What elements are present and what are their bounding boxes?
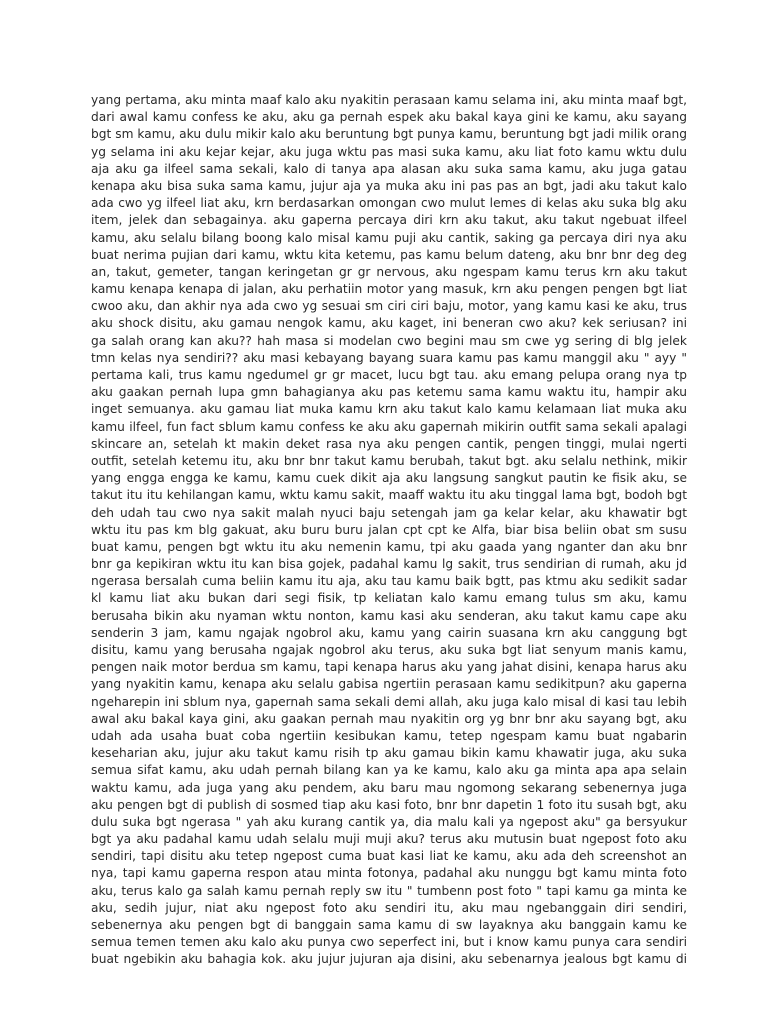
text-line: kamu ilfeel, fun fact sblum kamu confess ke aku aku gapernah mikirin outfit sama sekali apalagi	[91, 419, 687, 434]
text-line: bnr ga kepikiran wktu itu kan bisa gojek, padahal kamu lg sakit, trus sendirian di rumah, aku jd	[91, 557, 687, 572]
text-line: kenapa aku bisa suka sama kamu, jujur aja ya muka aku ini pas pas an bgt, jadi aku takut kalo	[91, 178, 687, 193]
text-line: tmn kelas nya sendiri?? aku masi kebayang bayang suara kamu pas kamu manggil aku " ayy "	[91, 350, 687, 365]
text-line: waktu kamu, ada juga yang aku pendem, aku baru mau ngomong sekarang sebenernya juga	[91, 780, 687, 795]
text-line: yang nyakitin kamu, kenapa aku selalu gabisa ngertiin perasaan kamu sedikitpun? aku gaperna	[91, 677, 687, 692]
text-line: semua temen temen aku kalo aku punya cwo seperfect ini, but i know kamu punya cara sendiri	[91, 935, 687, 950]
text-line: kamu kenapa kenapa di jalan, aku perhatiin motor yang masuk, krn aku pengen pengen bgt liat	[91, 282, 687, 297]
text-line: buat kamu, pengen bgt wktu itu aku nemenin kamu, tpi aku gaada yang nganter dan aku bnr	[91, 539, 687, 554]
text-line: bgt sm kamu, aku dulu mikir kalo aku beruntung bgt punya kamu, beruntung bgt jadi milik orang	[91, 127, 687, 142]
text-line: aku shock disitu, aku gamau nengok kamu, aku kaget, ini beneran cwo aku? kek seriusan? ini	[91, 316, 687, 331]
text-line: keseharian aku, jujur aku takut kamu risih tp aku gamau bikin kamu khawatir juga, aku suka	[91, 746, 687, 761]
text-line: pertama kali, trus kamu ngedumel gr gr macet, lucu bgt tau. aku emang pelupa orang nya tp	[91, 368, 687, 382]
text-line: pengen naik motor berdua sm kamu, tapi kenapa harus aku yang jahat disini, kenapa harus aku	[91, 660, 687, 675]
text-line: udah ada usaha buat coba ngertiin kesibukan kamu, tetep ngespam kamu buat ngabarin	[91, 728, 687, 743]
text-line: kl kamu liat aku bukan dari segi fisik, tp keliatan kalo kamu emang tulus sm aku, kamu	[91, 591, 687, 606]
text-line: aja aku ga ilfeel sama sekali, kalo di tanya apa alasan aku suka sama kamu, aku juga gatau	[91, 161, 687, 176]
text-line: ga salah orang kan aku?? hah masa si modelan cwo begini mau sm cwe yg sering di blg jelek	[91, 333, 687, 348]
text-line: bgt ya aku padahal kamu udah selalu muji muji aku? terus aku mutusin buat ngepost foto aku	[91, 832, 687, 847]
text-line: inget semuanya. aku gamau liat muka kamu krn aku takut kalo kamu kelamaan liat muka aku	[91, 402, 687, 417]
text-line: disitu, kamu yang berusaha ngajak ngobrol aku terus, aku suka bgt liat senyum manis kamu,	[91, 643, 687, 657]
text-line: aku pengen bgt di publish di sosmed tiap aku kasi foto, bnr bnr dapetin 1 foto itu susah bgt, aku	[91, 797, 687, 812]
text-line: semua sifat kamu, aku udah pernah bilang kan ya ke kamu, kalo aku ga minta apa apa selain	[91, 763, 687, 778]
text-line: aku gaakan pernah lupa gmn bahagianya aku pas ketemu sama kamu waktu itu, hampir aku	[91, 385, 687, 400]
text-line: an, takut, gemeter, tangan keringetan gr gr nervous, aku ngespam kamu terus krn aku takut	[91, 264, 687, 279]
text-line: sendiri, tapi disitu aku tetep ngepost cuma buat kasi liat ke kamu, aku ada deh screenshot an	[91, 849, 687, 864]
text-line: ngeharepin ini sblum nya, gapernah sama sekali demi allah, aku juga kalo misal di kasi tau lebih	[91, 694, 687, 709]
text-line: wktu itu pas km blg gakuat, aku buru buru jalan cpt cpt ke Alfa, biar bisa beliin obat sm susu	[91, 522, 687, 537]
text-line: aku, sedih jujur, niat aku ngepost foto aku sendiri itu, aku mau ngebanggain diri sendiri,	[91, 900, 687, 915]
text-line: dulu suka bgt ngerasa " yah aku kurang cantik ya, dia malu kali ya ngepost aku" ga bersyukur	[91, 814, 687, 829]
text-line: nya, tapi kamu gaperna respon atau minta fotonya, padahal aku nunggu bgt kamu minta foto	[91, 866, 687, 881]
text-line: ada cwo yg ilfeel liat aku, krn berdasarkan omongan cwo mulut lemes di kelas aku suka blg aku	[91, 196, 687, 211]
text-line: item, jelek dan sebagainya. aku gaperna percaya diri krn aku takut, aku takut ngebuat ilfeel	[91, 213, 687, 228]
text-line: cwoo aku, dan akhir nya ada cwo yg sesuai sm ciri ciri baju, motor, yang kamu kasi ke aku, trus	[91, 299, 687, 314]
text-line: buat ngebikin aku bahagia kok. aku jujur jujuran aja disini, aku sebenarnya jealous bgt kamu di	[91, 952, 687, 967]
text-line: awal aku bakal kaya gini, aku gaakan pernah mau nyakitin org yg bnr bnr aku sayang bgt, aku	[91, 711, 687, 726]
text-line: aku, terus kalo ga salah kamu pernah reply sw itu " tumbenn post foto " tapi kamu ga minta ke	[91, 883, 687, 898]
text-line: takut itu itu kehilangan kamu, wktu kamu sakit, maaff waktu itu aku tinggal lama bgt, bodoh bgt	[91, 488, 687, 503]
text-line: deh udah tau cwo nya sakit malah nyuci baju setengah jam ga kelar kelar, aku khawatir bgt	[91, 505, 687, 520]
text-line: yang pertama, aku minta maaf kalo aku nyakitin perasaan kamu selama ini, aku minta maaf bgt,	[91, 93, 687, 107]
text-line: skincare an, setelah kt makin deket rasa nya aku pengen cantik, pengen tinggi, mulai ngerti	[91, 436, 687, 451]
text-line: sebenernya aku pengen bgt di banggain sama kamu di sw layaknya aku banggain kamu ke	[91, 918, 687, 932]
letter-body	[91, 92, 687, 969]
text-line: berusaha bikin aku nyaman wktu nonton, kamu kasi aku senderan, aku takut kamu cape aku	[91, 608, 687, 623]
text-line: senderin 3 jam, kamu ngajak ngobrol aku, kamu yang cairin suasana krn aku canggung bgt	[91, 625, 687, 640]
text-line: kamu, aku selalu bilang boong kalo misal kamu puji aku cantik, saking ga percaya diri nya aku	[91, 230, 687, 245]
text-line: outfit, setelah ketemu itu, aku bnr bnr takut kamu berubah, takut bgt. aku selalu nethink, mikir	[91, 453, 687, 468]
text-line: buat nerima pujian dari kamu, wktu kita ketemu, pas kamu belum dateng, aku bnr bnr deg deg	[91, 247, 687, 262]
text-line: ngerasa bersalah cuma beliin kamu itu aja, aku tau kamu baik bgtt, pas ktmu aku sedikit sadar	[91, 574, 687, 589]
text-line: yang engga engga ke kamu, kamu cuek dikit aja aku langsung sangkut pautin ke fisik aku, se	[91, 471, 687, 486]
text-line: yg selama ini aku kejar kejar, aku juga wktu pas masi suka kamu, aku liat foto kamu wktu dulu	[91, 144, 687, 159]
text-line: dari awal kamu confess ke aku, aku ga pernah espek aku bakal kaya gini ke kamu, aku sayang	[91, 110, 687, 125]
